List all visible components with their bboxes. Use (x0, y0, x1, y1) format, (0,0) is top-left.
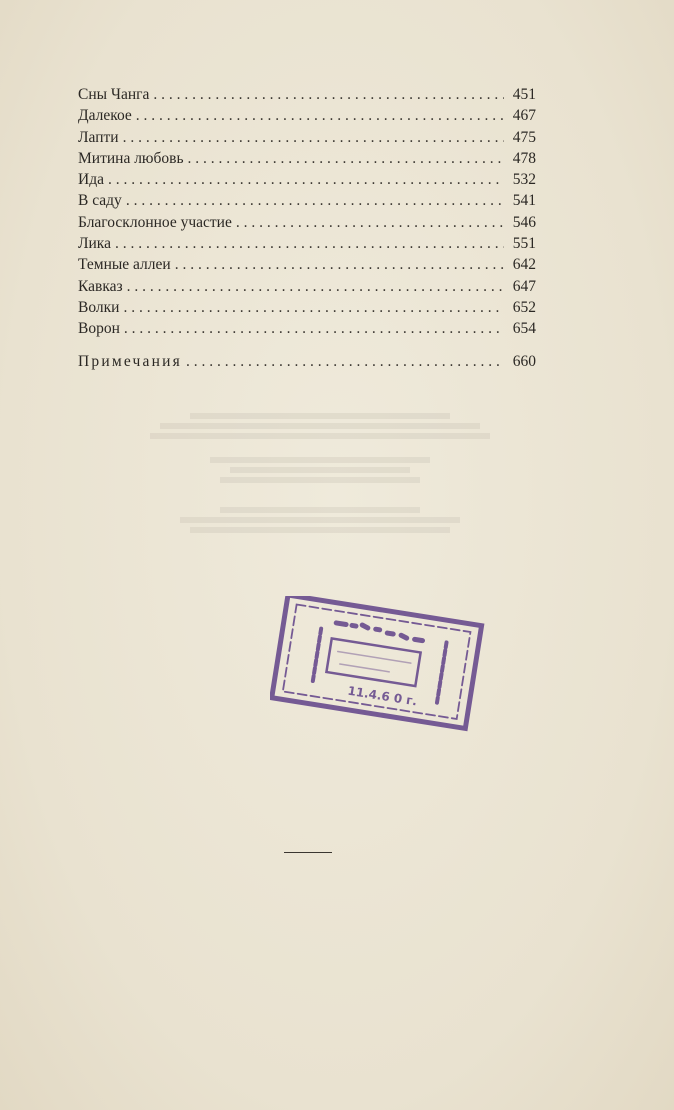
end-rule (284, 852, 332, 853)
toc-entry (78, 318, 536, 339)
toc-entry (78, 84, 536, 105)
toc-entry-title: Митина любовь (78, 149, 184, 167)
toc-entry-title: Ида (78, 171, 104, 189)
toc-entry-title: Лика (78, 235, 111, 253)
toc-entry-title: В саду (78, 192, 122, 210)
leader-dots (123, 297, 504, 318)
leader-dots (153, 84, 504, 105)
toc-entry (78, 127, 536, 148)
toc-entry (78, 169, 536, 190)
toc-entry (78, 190, 536, 211)
leader-dots (127, 276, 504, 297)
toc-entry-page: 532 (512, 171, 536, 189)
toc-entry-title: Лапти (78, 128, 119, 146)
toc-entry-title: Темные аллеи (78, 256, 171, 274)
toc-entry-page: 647 (512, 277, 536, 295)
bleed-through-text (150, 395, 490, 537)
toc-entry-page: 451 (512, 86, 536, 103)
toc-entry-title: Далекое (78, 107, 132, 125)
table-of-contents (78, 84, 536, 372)
toc-entry (78, 233, 536, 254)
toc-entry-page: 475 (512, 128, 536, 146)
toc-entry-title: Примечания (78, 352, 182, 370)
toc-entry-page: 467 (512, 107, 536, 125)
toc-entry-page: 654 (512, 320, 536, 338)
toc-entry-page: 642 (512, 256, 536, 274)
svg-text:11.4.6 0 г.: 11.4.6 0 г. (346, 683, 419, 709)
leader-dots (188, 148, 504, 169)
toc-entry-title: Ворон (78, 320, 120, 338)
toc-entry-title: Кавказ (78, 277, 123, 295)
leader-dots (126, 190, 504, 211)
toc-entry-page: 551 (512, 235, 536, 253)
leader-dots (186, 351, 504, 372)
leader-dots (124, 318, 504, 339)
toc-entry-page: 652 (512, 298, 536, 316)
toc-entry-title: Благосклонное участие (78, 213, 232, 231)
toc-entry (78, 254, 536, 275)
toc-entry-page: 660 (512, 352, 536, 370)
toc-entry (78, 276, 536, 297)
leader-dots (123, 127, 504, 148)
toc-entry-page: 546 (512, 213, 536, 231)
leader-dots (115, 233, 504, 254)
leader-dots (108, 169, 504, 190)
toc-entry (78, 148, 536, 169)
toc-entry (78, 105, 536, 126)
toc-entry (78, 212, 536, 233)
toc-entry-notes (78, 351, 536, 372)
toc-entry-page: 541 (512, 192, 536, 210)
leader-dots (175, 254, 504, 275)
toc-entry-title: Сны Чанга (78, 86, 150, 103)
library-stamp (270, 596, 486, 736)
toc-entry-title: Волки (78, 298, 120, 316)
leader-dots (236, 212, 504, 233)
toc-entry-page: 478 (512, 149, 536, 167)
leader-dots (136, 105, 504, 126)
toc-entry (78, 297, 536, 318)
